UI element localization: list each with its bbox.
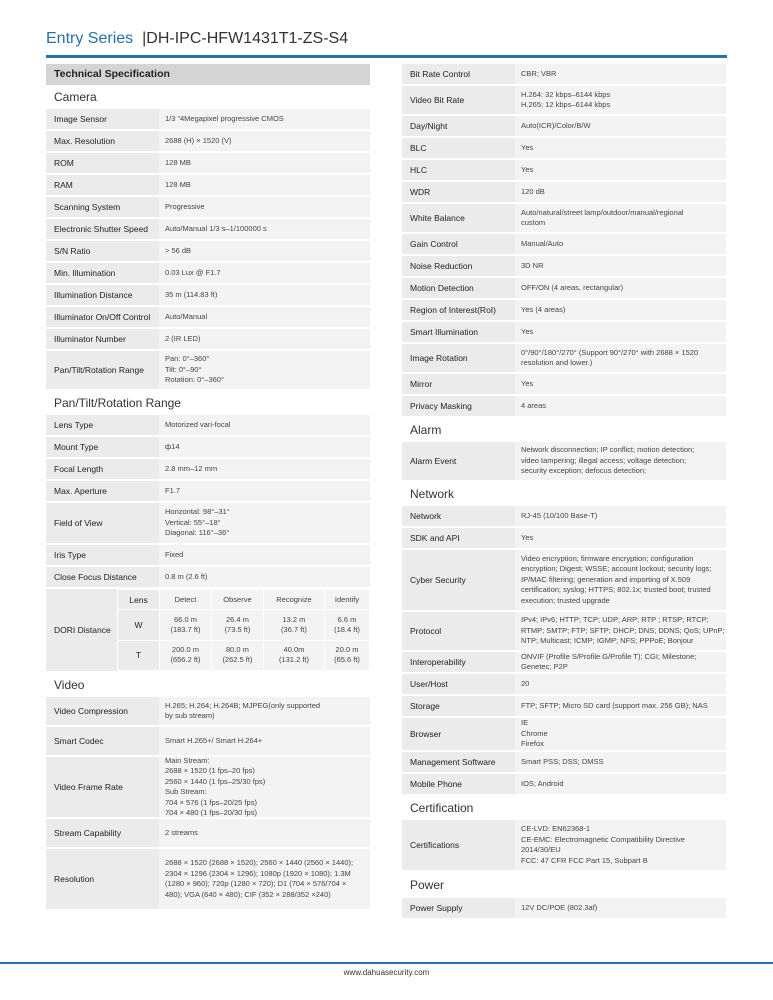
spec-row xyxy=(46,329,370,351)
spec-label: Management Software xyxy=(402,752,515,772)
spec-label: Mirror xyxy=(402,374,515,394)
spec-row xyxy=(46,819,370,849)
spec-value: Auto(ICR)/Color/B/W xyxy=(515,116,726,136)
series-name: Entry Series xyxy=(46,30,134,47)
spec-value: 12V DC/POE (802.3af) xyxy=(515,898,726,918)
spec-value: 3D NR xyxy=(515,256,726,276)
spec-row xyxy=(46,197,370,219)
header-rule xyxy=(46,55,727,58)
certification-table xyxy=(402,820,726,872)
dori-distance-table xyxy=(46,589,370,673)
spec-label: RAM xyxy=(46,175,159,195)
spec-row xyxy=(402,256,726,278)
spec-value: ф14 xyxy=(159,437,370,457)
spec-label: Image Rotation xyxy=(402,344,515,372)
spec-label: White Balance xyxy=(402,204,515,232)
spec-label: Mobile Phone xyxy=(402,774,515,794)
document-header xyxy=(46,30,348,54)
spec-row xyxy=(46,545,370,567)
spec-row xyxy=(46,241,370,263)
spec-label: S/N Ratio xyxy=(46,241,159,261)
power-table xyxy=(402,898,726,920)
spec-value: Yes xyxy=(515,528,726,548)
section-certification: Certification xyxy=(410,801,474,815)
spec-row xyxy=(402,396,726,418)
spec-label: Lens Type xyxy=(46,415,159,435)
spec-label: Illumination Distance xyxy=(46,285,159,305)
spec-value: 2688 × 1520 (2688 × 1520); 2560 × 1440 (2560 × 1440); 2304 × 1296 (2304 × 1296); 1080p (1920 × 1080); 1.3M (1280 × 960); 720p (1280 × 720); D1 (704 × 576/704 × 480); VGA (640 × 480); CIF (352 × 288/352 ×240) xyxy=(159,849,370,909)
spec-value: 2688 (H) × 1520 (V) xyxy=(159,131,370,151)
section-ptr: Pan/Tilt/Rotation Range xyxy=(54,396,181,410)
section-alarm: Alarm xyxy=(410,423,442,437)
spec-row xyxy=(402,696,726,718)
spec-row xyxy=(402,182,726,204)
spec-row xyxy=(402,506,726,528)
network-table xyxy=(402,506,726,796)
spec-row xyxy=(402,674,726,696)
spec-value: IOS; Android xyxy=(515,774,726,794)
spec-label: HLC xyxy=(402,160,515,180)
video-table xyxy=(46,697,370,911)
spec-label: BLC xyxy=(402,138,515,158)
spec-value: 0°/90°/180°/270° (Support 90°/270° with 2688 × 1520 resolution and lower.) xyxy=(515,344,726,372)
spec-label: Image Sensor xyxy=(46,109,159,129)
spec-row xyxy=(46,351,370,391)
spec-row xyxy=(46,415,370,437)
spec-label: Network xyxy=(402,506,515,526)
section-power: Power xyxy=(410,878,445,892)
spec-label: User/Host xyxy=(402,674,515,694)
spec-row xyxy=(402,204,726,234)
spec-row xyxy=(402,718,726,752)
spec-value: Auto/natural/street lamp/outdoor/manual/regional custom xyxy=(515,204,726,232)
footer-url: www.dahuasecurity.com xyxy=(343,968,430,977)
dori-cell: 6.6 m (18.4 ft) xyxy=(325,610,370,640)
spec-label: Mount Type xyxy=(46,437,159,457)
spec-value: 128 MB xyxy=(159,175,370,195)
spec-label: ROM xyxy=(46,153,159,173)
spec-row xyxy=(402,322,726,344)
spec-label: Illuminator On/Off Control xyxy=(46,307,159,327)
spec-label: Focal Length xyxy=(46,459,159,479)
spec-row xyxy=(402,374,726,396)
left-column xyxy=(46,64,370,911)
dori-cell: 13.2 m (36.7 ft) xyxy=(263,610,324,640)
spec-label: Field of View xyxy=(46,503,159,543)
spec-value: 128 MB xyxy=(159,153,370,173)
spec-label: Electronic Shutter Speed xyxy=(46,219,159,239)
dori-cell: 26.4 m (73.5 ft) xyxy=(211,610,263,640)
spec-label: Bit Rate Control xyxy=(402,64,515,84)
spec-row xyxy=(402,820,726,872)
spec-label: Resolution xyxy=(46,849,159,909)
spec-row xyxy=(402,86,726,116)
spec-value: F1.7 xyxy=(159,481,370,501)
spec-value: Horizontal: 98°–31° Vertical: 55°–18° Diagonal: 116°–36° xyxy=(159,503,370,543)
spec-value: 4 areas xyxy=(515,396,726,416)
spec-value: Auto/Manual xyxy=(159,307,370,327)
spec-value: IE Chrome Firefox xyxy=(515,718,726,750)
spec-label: SDK and API xyxy=(402,528,515,548)
spec-label: Interoperability xyxy=(402,652,515,672)
spec-value: CE-LVD: EN62368-1 CE-EMC: Electromagnetic Compatibility Directive 2014/30/EU FCC: 47 CFR FCC Part 15, Subpart B xyxy=(515,820,726,870)
spec-label: Video Frame Rate xyxy=(46,757,159,817)
spec-row xyxy=(46,567,370,589)
dori-col-header: Recognize xyxy=(263,590,324,610)
spec-value: Smart PSS; DSS; DMSS xyxy=(515,752,726,772)
spec-row xyxy=(46,153,370,175)
spec-row xyxy=(46,481,370,503)
spec-row xyxy=(402,64,726,86)
spec-value: 1/3 ”4Megapixel progressive CMOS xyxy=(159,109,370,129)
spec-row xyxy=(402,278,726,300)
spec-row xyxy=(402,612,726,652)
spec-row xyxy=(46,849,370,911)
dori-col-header: Identify xyxy=(325,590,370,610)
model-number: DH-IPC-HFW1431T1-ZS-S4 xyxy=(146,30,349,47)
spec-label: Motion Detection xyxy=(402,278,515,298)
spec-row xyxy=(46,131,370,153)
section-camera: Camera xyxy=(54,90,97,104)
spec-label: Power Supply xyxy=(402,898,515,918)
spec-value: 35 m (114.83 ft) xyxy=(159,285,370,305)
footer-rule xyxy=(0,962,773,964)
spec-value: Yes xyxy=(515,374,726,394)
lens-table xyxy=(46,415,370,589)
spec-value: Yes (4 areas) xyxy=(515,300,726,320)
spec-label: Video Compression xyxy=(46,697,159,725)
spec-label: Illuminator Number xyxy=(46,329,159,349)
spec-value: RJ-45 (10/100 Base-T) xyxy=(515,506,726,526)
spec-value: Yes xyxy=(515,138,726,158)
dori-lens-header: Lens xyxy=(118,590,160,610)
spec-value: Auto/Manual 1/3 s–1/100000 s xyxy=(159,219,370,239)
spec-label: Smart Codec xyxy=(46,727,159,755)
spec-value: > 56 dB xyxy=(159,241,370,261)
spec-value: Video encryption; firmware encryption; configuration encryption; Digest; WSSE; account lockout; security logs; IP/MAC filtering; generation and importing of X.509 certification; syslog; HTTPS; 802.1x; trusted boot; trusted execution; trusted upgrade xyxy=(515,550,726,610)
dori-cell: 200.0 m (656.2 ft) xyxy=(160,640,212,670)
spec-row xyxy=(402,752,726,774)
spec-row xyxy=(46,175,370,197)
spec-value: 0.8 m (2.6 ft) xyxy=(159,567,370,587)
spec-row xyxy=(46,307,370,329)
spec-value: FTP; SFTP; Micro SD card (support max. 256 GB); NAS xyxy=(515,696,726,716)
image-table xyxy=(402,64,726,418)
spec-row xyxy=(402,442,726,482)
spec-row xyxy=(402,300,726,322)
spec-label: Stream Capability xyxy=(46,819,159,847)
spec-label: Alarm Event xyxy=(402,442,515,480)
spec-row xyxy=(402,550,726,612)
spec-label: Privacy Masking xyxy=(402,396,515,416)
spec-value: 120 dB xyxy=(515,182,726,202)
spec-value: Smart H.265+/ Smart H.264+ xyxy=(159,727,370,755)
spec-label: Max. Aperture xyxy=(46,481,159,501)
spec-label: Smart Illumination xyxy=(402,322,515,342)
dori-cell: 20.0 m (65.6 ft) xyxy=(325,640,370,670)
spec-value: 20 xyxy=(515,674,726,694)
spec-row xyxy=(402,234,726,256)
camera-table xyxy=(46,109,370,391)
spec-row xyxy=(402,160,726,182)
spec-label: Protocol xyxy=(402,612,515,650)
spec-label: Certifications xyxy=(402,820,515,870)
spec-label: Min. Illumination xyxy=(46,263,159,283)
spec-label: Day/Night xyxy=(402,116,515,136)
dori-col-header: Observe xyxy=(211,590,263,610)
spec-value: Pan: 0°–360° Tilt: 0°–90° Rotation: 0°–360° xyxy=(159,351,370,389)
spec-value: Yes xyxy=(515,322,726,342)
spec-label: Video Bit Rate xyxy=(402,86,515,114)
header-separator: | xyxy=(142,30,147,47)
section-video: Video xyxy=(54,678,85,692)
spec-row xyxy=(46,219,370,241)
spec-value: Progressive xyxy=(159,197,370,217)
spec-label: Cyber Security xyxy=(402,550,515,610)
spec-row xyxy=(46,459,370,481)
spec-label: Max. Resolution xyxy=(46,131,159,151)
dori-lens-t: T xyxy=(118,640,160,670)
spec-value: H.264: 32 kbps–6144 kbps H.265: 12 kbps–6144 kbps xyxy=(515,86,726,114)
spec-value: CBR; VBR xyxy=(515,64,726,84)
spec-row xyxy=(46,437,370,459)
spec-label: Gain Control xyxy=(402,234,515,254)
spec-row xyxy=(402,528,726,550)
alarm-table xyxy=(402,442,726,482)
dori-label: DORI Distance xyxy=(46,589,117,671)
spec-row xyxy=(402,138,726,160)
right-column xyxy=(402,64,726,920)
spec-label: Iris Type xyxy=(46,545,159,565)
spec-value: OFF/ON (4 areas, rectangular) xyxy=(515,278,726,298)
spec-row xyxy=(402,652,726,674)
spec-label: Scanning System xyxy=(46,197,159,217)
dori-cell: 80.0 m (262.5 ft) xyxy=(211,640,263,670)
spec-value: Main Stream: 2688 × 1520 (1 fps–20 fps) 2560 × 1440 (1 fps–25/30 fps) Sub Stream: 704 × 576 (1 fps–20/25 fps) 704 × 480 (1 fps–20/30 fps) xyxy=(159,757,370,817)
dori-lens-w: W xyxy=(118,610,160,640)
spec-value: 2 streams xyxy=(159,819,370,847)
spec-row xyxy=(402,344,726,374)
spec-row xyxy=(46,285,370,307)
spec-row xyxy=(402,774,726,796)
spec-row xyxy=(46,109,370,131)
spec-value: 2 (IR LED) xyxy=(159,329,370,349)
spec-value: Motorized vari-focal xyxy=(159,415,370,435)
spec-value: Manual/Auto xyxy=(515,234,726,254)
spec-row xyxy=(46,263,370,285)
spec-row xyxy=(46,757,370,819)
spec-title: Technical Specification xyxy=(46,64,370,85)
section-network: Network xyxy=(410,487,455,501)
dori-col-header: Detect xyxy=(160,590,212,610)
spec-label: Close Focus Distance xyxy=(46,567,159,587)
spec-value: Yes xyxy=(515,160,726,180)
spec-label: Storage xyxy=(402,696,515,716)
spec-row xyxy=(402,116,726,138)
spec-row xyxy=(46,727,370,757)
spec-value: 2.8 mm–12 mm xyxy=(159,459,370,479)
spec-label: Browser xyxy=(402,718,515,750)
spec-row xyxy=(46,697,370,727)
spec-value: ONVIF (Profile S/Profile G/Profile T); CGI; Milestone; Genetec; P2P xyxy=(515,652,726,672)
spec-row xyxy=(402,898,726,920)
spec-label: WDR xyxy=(402,182,515,202)
dori-cell: 40.0m (131.2 ft) xyxy=(263,640,324,670)
spec-label: Region of Interest(RoI) xyxy=(402,300,515,320)
spec-value: Fixed xyxy=(159,545,370,565)
spec-label: Noise Reduction xyxy=(402,256,515,276)
spec-value: Network disconnection; IP conflict; motion detection; video tampering; illegal access; voltage detection; security exception; defocus detection; xyxy=(515,442,726,480)
dori-cell: 66.0 m (183.7 ft) xyxy=(160,610,212,640)
spec-value: 0.03 Lux @ F1.7 xyxy=(159,263,370,283)
spec-row xyxy=(46,503,370,545)
spec-label: Pan/Tilt/Rotation Range xyxy=(46,351,159,389)
spec-value: H.265; H.264; H.264B; MJPEG(only supported by sub stream) xyxy=(159,697,370,725)
spec-value: IPv4; IPv6; HTTP; TCP; UDP; ARP; RTP ; RTSP; RTCP; RTMP; SMTP; FTP; SFTP; DHCP; DNS; DDNS; QoS; UPnP; NTP; Multicast; ICMP; IGMP; NFS; PPPoE; Bonjour xyxy=(515,612,726,650)
